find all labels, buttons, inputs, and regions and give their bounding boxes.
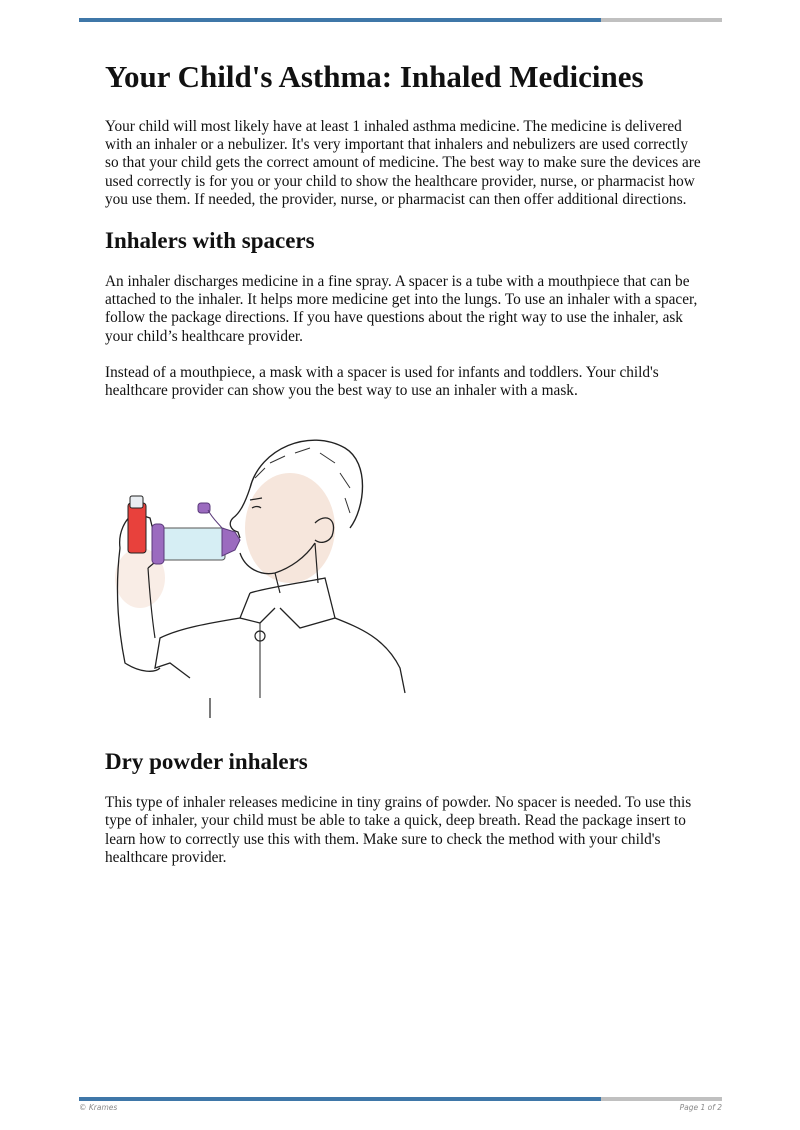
dry-powder-paragraph: This type of inhaler releases medicine in tiny grains of powder. No spacer is needed. To use this type of inhaler, your child must be able to take a quick, deep breath. Read the package insert to learn how to correctly use this with them. Make sure to check the method with your child's healthcare provider.: [105, 794, 692, 866]
page-footer: [79, 1103, 722, 1112]
child-inhaler-drawing-icon: [100, 418, 410, 718]
section-heading-inhalers-with-spacers: Inhalers with spacers: [105, 228, 315, 254]
document-body: [105, 52, 705, 885]
header-progress-bar: [79, 18, 722, 22]
footer-bar-remainder: [601, 1097, 722, 1101]
footer-bar-accent: [79, 1097, 601, 1101]
page-title: Your Child's Asthma: Inhaled Medicines: [105, 59, 644, 94]
footer-progress-bar: [79, 1097, 722, 1101]
header-bar-remainder: [601, 18, 722, 22]
intro-paragraph: Your child will most likely have at least 1 inhaled asthma medicine. The medicine is delivered with an inhaler or a nebulizer. It's very important that inhalers and nebulizers are used correctly so that your child gets the correct amount of medicine. The best way to make sure the devices are used correctly is for you or your child to show the healthcare provider, nurse, or pharmacist how you use them. If needed, the provider, nurse, or pharmacist can then offer additional directions.: [105, 118, 701, 208]
page-number: Page 1 of 2: [679, 1103, 722, 1112]
spacers-paragraph-2: Instead of a mouthpiece, a mask with a spacer is used for infants and toddlers. Your child's healthcare provider can show you the best way to use an inhaler with a mask.: [105, 363, 659, 400]
child-inhaler-illustration: [100, 418, 410, 718]
header-bar-accent: [79, 18, 601, 22]
spacers-paragraph-1: An inhaler discharges medicine in a fine spray. A spacer is a tube with a mouthpiece that can be attached to the inhaler. It helps more medicine get into the lungs. To use an inhaler with a spacer, follow the package directions. If you have questions about the right way to use the inhaler, ask your child’s healthcare provider.: [105, 273, 698, 345]
copyright-text: © Krames: [79, 1103, 118, 1112]
section-heading-dry-powder-inhalers: Dry powder inhalers: [105, 749, 308, 775]
